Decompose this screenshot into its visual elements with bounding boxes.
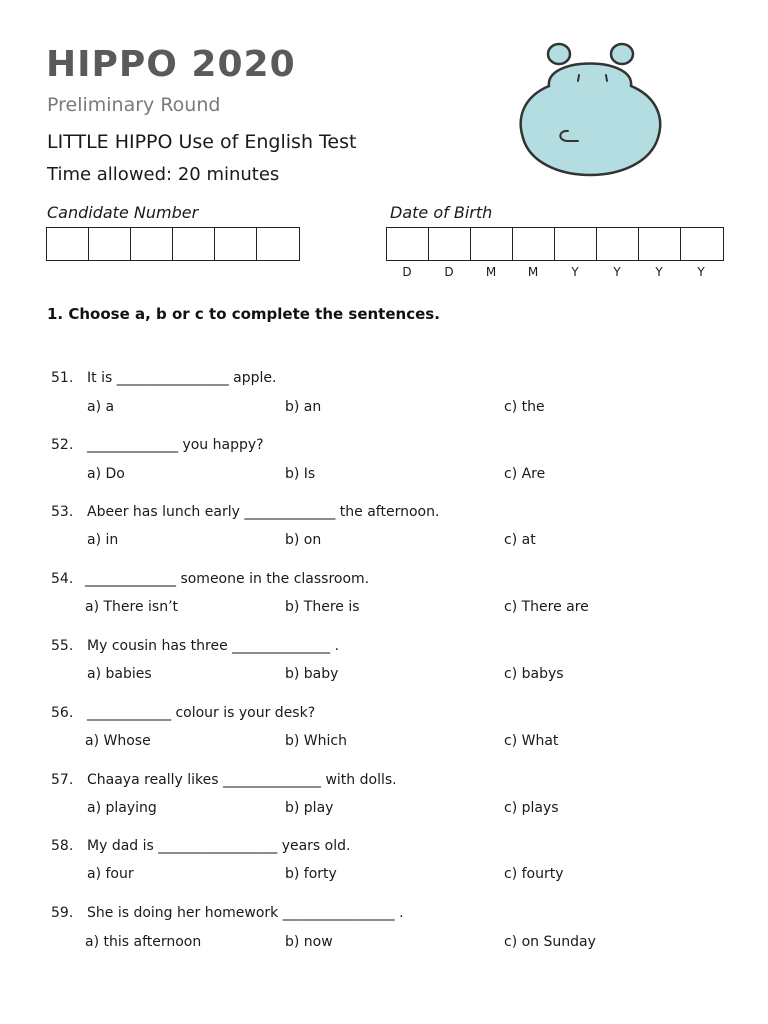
- question-text: [51, 705, 315, 721]
- dob-letter: D: [444, 265, 454, 279]
- option-a[interactable]: a) There isn’t: [85, 599, 179, 615]
- question-sentence: She is doing her homework ________________ .: [87, 905, 404, 921]
- option-a[interactable]: a) a: [87, 399, 115, 415]
- option-c[interactable]: c) babys: [504, 666, 564, 682]
- option-a[interactable]: a) Do: [87, 466, 125, 482]
- option-c[interactable]: c) Are: [504, 466, 546, 482]
- question-sentence: My dad is _________________ years old.: [87, 838, 351, 854]
- option-b[interactable]: b) forty: [285, 866, 337, 882]
- candidate-number-box[interactable]: [47, 228, 89, 260]
- question-number: 51.: [51, 370, 74, 386]
- option-b[interactable]: b) on: [285, 532, 322, 548]
- dob-box[interactable]: [639, 228, 681, 260]
- date-of-birth-boxes[interactable]: [386, 227, 724, 261]
- option-a[interactable]: a) in: [87, 532, 119, 548]
- dob-box[interactable]: [471, 228, 513, 260]
- question-text: [51, 437, 264, 453]
- option-a[interactable]: a) four: [87, 866, 134, 882]
- question-number: 52.: [51, 437, 74, 453]
- question-number: 55.: [51, 638, 74, 654]
- question-sentence: _____________ someone in the classroom.: [85, 571, 370, 587]
- question-text: [51, 370, 276, 386]
- question-number: 53.: [51, 504, 74, 520]
- option-b[interactable]: b) Which: [285, 733, 347, 749]
- dob-box[interactable]: [597, 228, 639, 260]
- time-allowed: Time allowed: 20 minutes: [47, 164, 280, 185]
- option-c[interactable]: c) What: [504, 733, 559, 749]
- question-text: [51, 772, 397, 788]
- section-instruction: 1. Choose a, b or c to complete the sentences.: [47, 305, 440, 323]
- question-text: [51, 838, 350, 854]
- test-name: LITTLE HIPPO Use of English Test: [47, 131, 357, 153]
- option-c[interactable]: c) plays: [504, 800, 559, 816]
- question-number: 58.: [51, 838, 74, 854]
- date-of-birth-label: Date of Birth: [390, 203, 493, 222]
- candidate-number-box[interactable]: [89, 228, 131, 260]
- question-number: 56.: [51, 705, 74, 721]
- round-subtitle: Preliminary Round: [47, 94, 221, 116]
- candidate-number-box[interactable]: [215, 228, 257, 260]
- option-c[interactable]: c) at: [504, 532, 536, 548]
- dob-letter: Y: [571, 265, 579, 279]
- option-a[interactable]: a) this afternoon: [85, 934, 202, 950]
- dob-letter: M: [485, 265, 497, 279]
- dob-box[interactable]: [387, 228, 429, 260]
- option-b[interactable]: b) There is: [285, 599, 360, 615]
- dob-letter: Y: [697, 265, 705, 279]
- option-b[interactable]: b) now: [285, 934, 333, 950]
- dob-box[interactable]: [681, 228, 723, 260]
- option-c[interactable]: c) There are: [504, 599, 589, 615]
- candidate-number-box[interactable]: [173, 228, 215, 260]
- dob-box[interactable]: [555, 228, 597, 260]
- hippo-logo-icon: [515, 38, 665, 180]
- dob-letter: Y: [613, 265, 621, 279]
- candidate-number-box[interactable]: [131, 228, 173, 260]
- dob-letter: Y: [655, 265, 663, 279]
- page-title: HIPPO 2020: [46, 44, 296, 85]
- option-b[interactable]: b) play: [285, 800, 334, 816]
- question-text: [51, 504, 439, 520]
- option-c[interactable]: c) on Sunday: [504, 934, 596, 950]
- option-c[interactable]: c) the: [504, 399, 545, 415]
- option-c[interactable]: c) fourty: [504, 866, 564, 882]
- question-number: 54.: [51, 571, 74, 587]
- option-a[interactable]: a) playing: [87, 800, 157, 816]
- question-number: 57.: [51, 772, 74, 788]
- option-b[interactable]: b) baby: [285, 666, 339, 682]
- question-text: [51, 905, 404, 921]
- candidate-number-box[interactable]: [257, 228, 299, 260]
- question-sentence: _____________ you happy?: [87, 437, 264, 453]
- candidate-number-label: Candidate Number: [47, 203, 199, 222]
- option-b[interactable]: b) Is: [285, 466, 316, 482]
- dob-box[interactable]: [429, 228, 471, 260]
- dob-letter: M: [527, 265, 539, 279]
- option-a[interactable]: a) Whose: [85, 733, 151, 749]
- question-text: [51, 638, 339, 654]
- question-number: 59.: [51, 905, 74, 921]
- dob-box[interactable]: [513, 228, 555, 260]
- dob-letter: D: [402, 265, 412, 279]
- question-sentence: It is ________________ apple.: [87, 370, 277, 386]
- question-sentence: Chaaya really likes ______________ with dolls.: [87, 772, 397, 788]
- candidate-number-boxes[interactable]: [46, 227, 300, 261]
- question-sentence: Abeer has lunch early _____________ the afternoon.: [87, 504, 440, 520]
- dob-format-letters: [386, 265, 722, 279]
- option-b[interactable]: b) an: [285, 399, 322, 415]
- question-sentence: My cousin has three ______________ .: [87, 638, 340, 654]
- question-sentence: ____________ colour is your desk?: [87, 705, 316, 721]
- option-a[interactable]: a) babies: [87, 666, 152, 682]
- question-text: [51, 571, 369, 587]
